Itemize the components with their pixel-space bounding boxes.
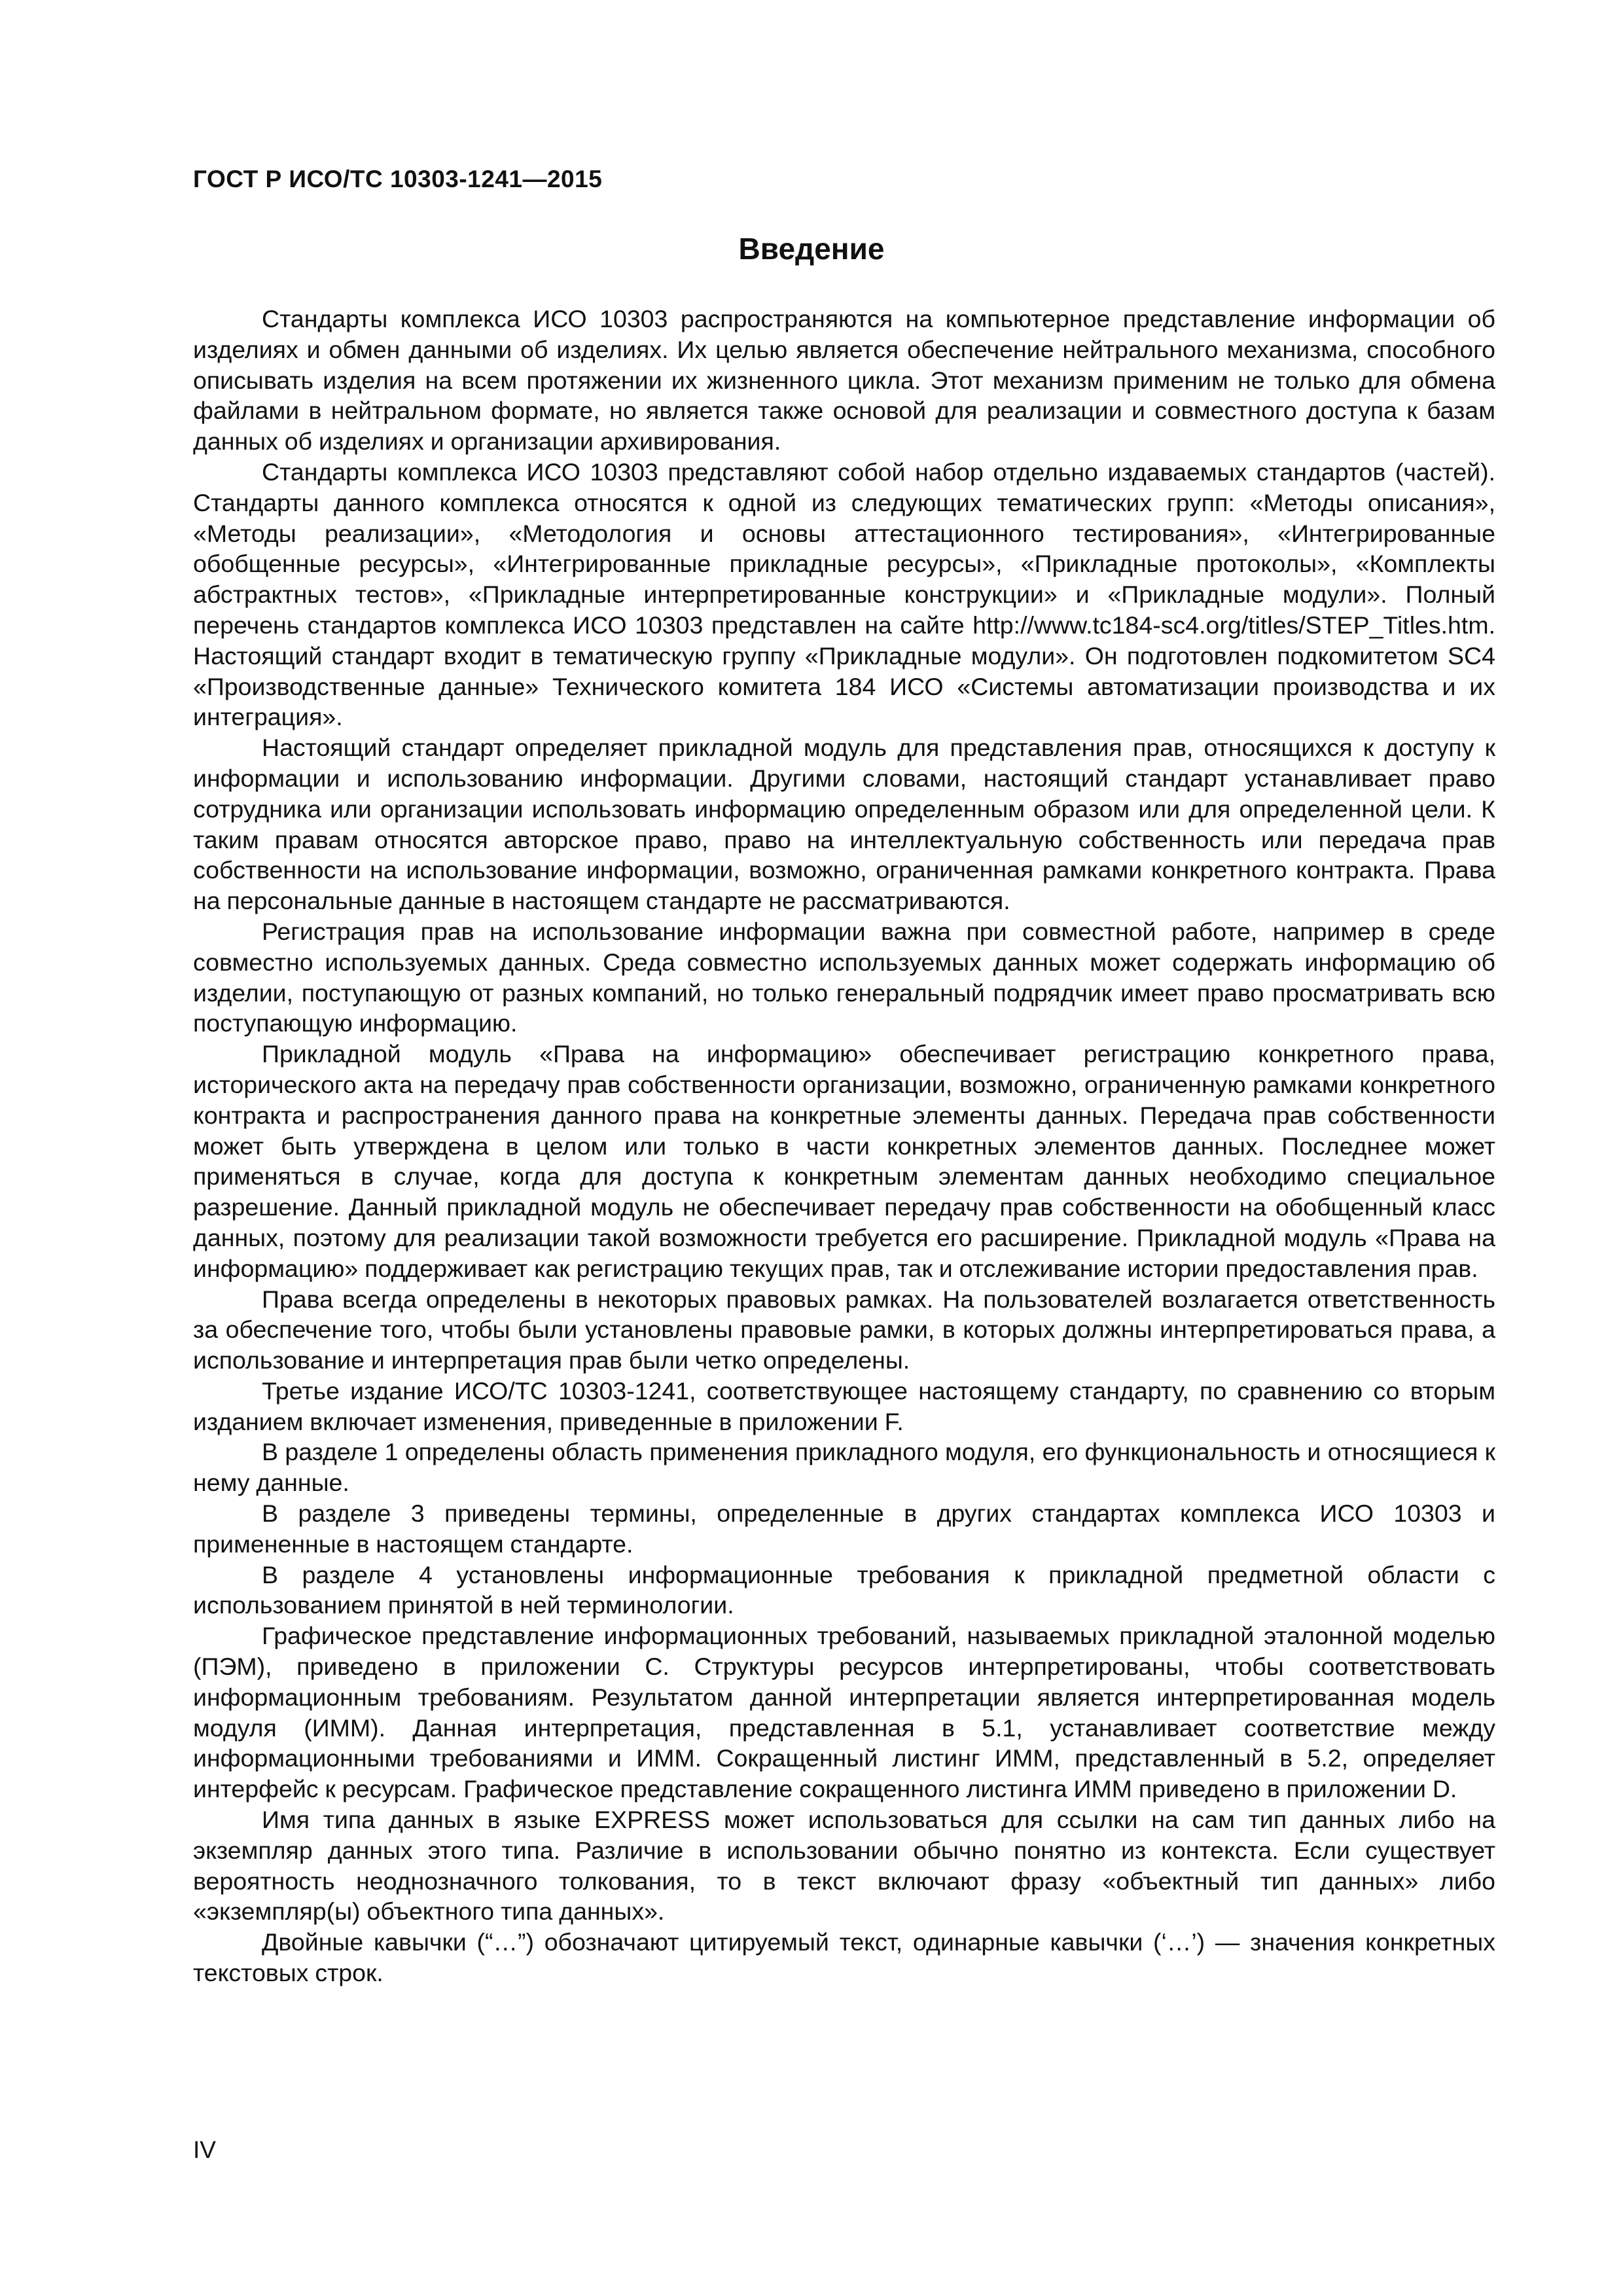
paragraph: В разделе 1 определены область применения прикладного модуля, его функциональность и относящиеся к нему данные. xyxy=(193,1438,1495,1497)
page-number: IV xyxy=(193,2136,216,2163)
paragraph: В разделе 3 приведены термины, определенные в других стандартах комплекса ИСО 10303 и примененные в настоящем стандарте. xyxy=(193,1499,1495,1558)
paragraph: Стандарты комплекса ИСО 10303 представляют собой набор отдельно издаваемых стандартов (частей). Стандарты данного комплекса относятся к одной из следующих тематических групп: «Методы описания», «Методы реализации», «Методология и основы аттестационного тестирования», «Интегрированные обобщенные ресурсы», «Интегрированные прикладные ресурсы», «Прикладные протоколы», «Комплекты абстрактных тестов», «Прикладные интерпретированные конструкции» и «Прикладные модули». Полный перечень стандартов комплекса ИСО 10303 представлен на сайте http://www.tc184-sc4.org/titles/STEP_Titles.htm. Настоящий стандарт входит в тематическую группу «Прикладные модули». Он подготовлен подкомитетом SC4 «Производственные данные» Технического комитета 184 ИСО «Системы автоматизации производства и их интеграция». xyxy=(193,457,1495,731)
paragraph: Регистрация прав на использование информации важна при совместной работе, например в среде совместно используемых данных. Среда совместно используемых данных может содержать информацию об изделии, поступающую от разных компаний, но только генеральный подрядчик имеет право просматривать всю поступающую информацию. xyxy=(193,917,1495,1037)
paragraph: Двойные кавычки (“…”) обозначают цитируемый текст, одинарные кавычки (‘…’) — значения конкретных текстовых строк. xyxy=(193,1928,1495,1987)
paragraph: Настоящий стандарт определяет прикладной модуль для представления прав, относящихся к доступу к информации и использованию информации. Другими словами, настоящий стандарт устанавливает право сотрудника или организации использовать информацию определенным образом или для определенной цели. К таким правам относятся авторское право, право на интеллектуальную собственность или передача прав собственности на использование информации, возможно, ограниченная рамками конкретного контракта. Права на персональные данные в настоящем стандарте не рассматриваются. xyxy=(193,734,1495,915)
paragraph: Графическое представление информационных требований, называемых прикладной эталонной моделью (ПЭМ), приведено в приложении С. Структуры ресурсов интерпретированы, чтобы соответствовать информационным требованиям. Результатом данной интерпретации является интерпретированная модель модуля (ИММ). Данная интерпретация, представленная в 5.1, устанавливает соответствие между информационными требованиями и ИММ. Сокращенный листинг ИММ, представленный в 5.2, определяет интерфейс к ресурсам. Графическое представление сокращенного листинга ИММ приведено в приложении D. xyxy=(193,1622,1495,1803)
paragraph: Имя типа данных в языке EXPRESS может использоваться для ссылки на сам тип данных либо на экземпляр данных этого типа. Различие в использовании обычно понятно из контекста. Если существует вероятность неоднозначного толкования, то в текст включают фразу «объектный тип данных» либо «экземпляр(ы) объектного типа данных». xyxy=(193,1806,1495,1926)
document-code-header: ГОСТ Р ИСО/ТС 10303-1241—2015 xyxy=(193,166,603,192)
paragraph: Права всегда определены в некоторых правовых рамках. На пользователей возлагается ответственность за обеспечение того, чтобы были установлены правовые рамки, в которых должны интерпретироваться права, а использование и интерпретация прав были четко определены. xyxy=(193,1285,1495,1374)
paragraph: Третье издание ИСО/ТС 10303-1241, соответствующее настоящему стандарту, по сравнению со вторым изданием включает изменения, приведенные в приложении F. xyxy=(193,1376,1495,1435)
paragraph: Стандарты комплекса ИСО 10303 распространяются на компьютерное представление информации об изделиях и обмен данными об изделиях. Их целью является обеспечение нейтрального механизма, способного описывать изделия на всем протяжении их жизненного цикла. Этот механизм применим не только для обмена файлами в нейтральном формате, но является также основой для реализации и совместного доступа к базам данных об изделиях и организации архивирования. xyxy=(193,305,1495,456)
body-text xyxy=(193,304,1495,1988)
section-title: Введение xyxy=(738,232,885,266)
paragraph: Прикладной модуль «Права на информацию» обеспечивает регистрацию конкретного права, исторического акта на передачу прав собственности организации, возможно, ограниченную рамками конкретного контракта и распространения данного права на конкретные элементы данных. Передача прав собственности может быть утверждена в целом или только в части конкретных элементов данных. Последнее может применяться в случае, когда для доступа к конкретным элементам данных необходимо специальное разрешение. Данный прикладной модуль не обеспечивает передачу прав собственности на обобщенный класс данных, поэтому для реализации такой возможности требуется его расширение. Прикладной модуль «Права на информацию» поддерживает как регистрацию текущих прав, так и отслеживание истории предоставления прав. xyxy=(193,1040,1495,1282)
paragraph: В разделе 4 установлены информационные требования к прикладной предметной области с использованием принятой в ней терминологии. xyxy=(193,1560,1495,1619)
